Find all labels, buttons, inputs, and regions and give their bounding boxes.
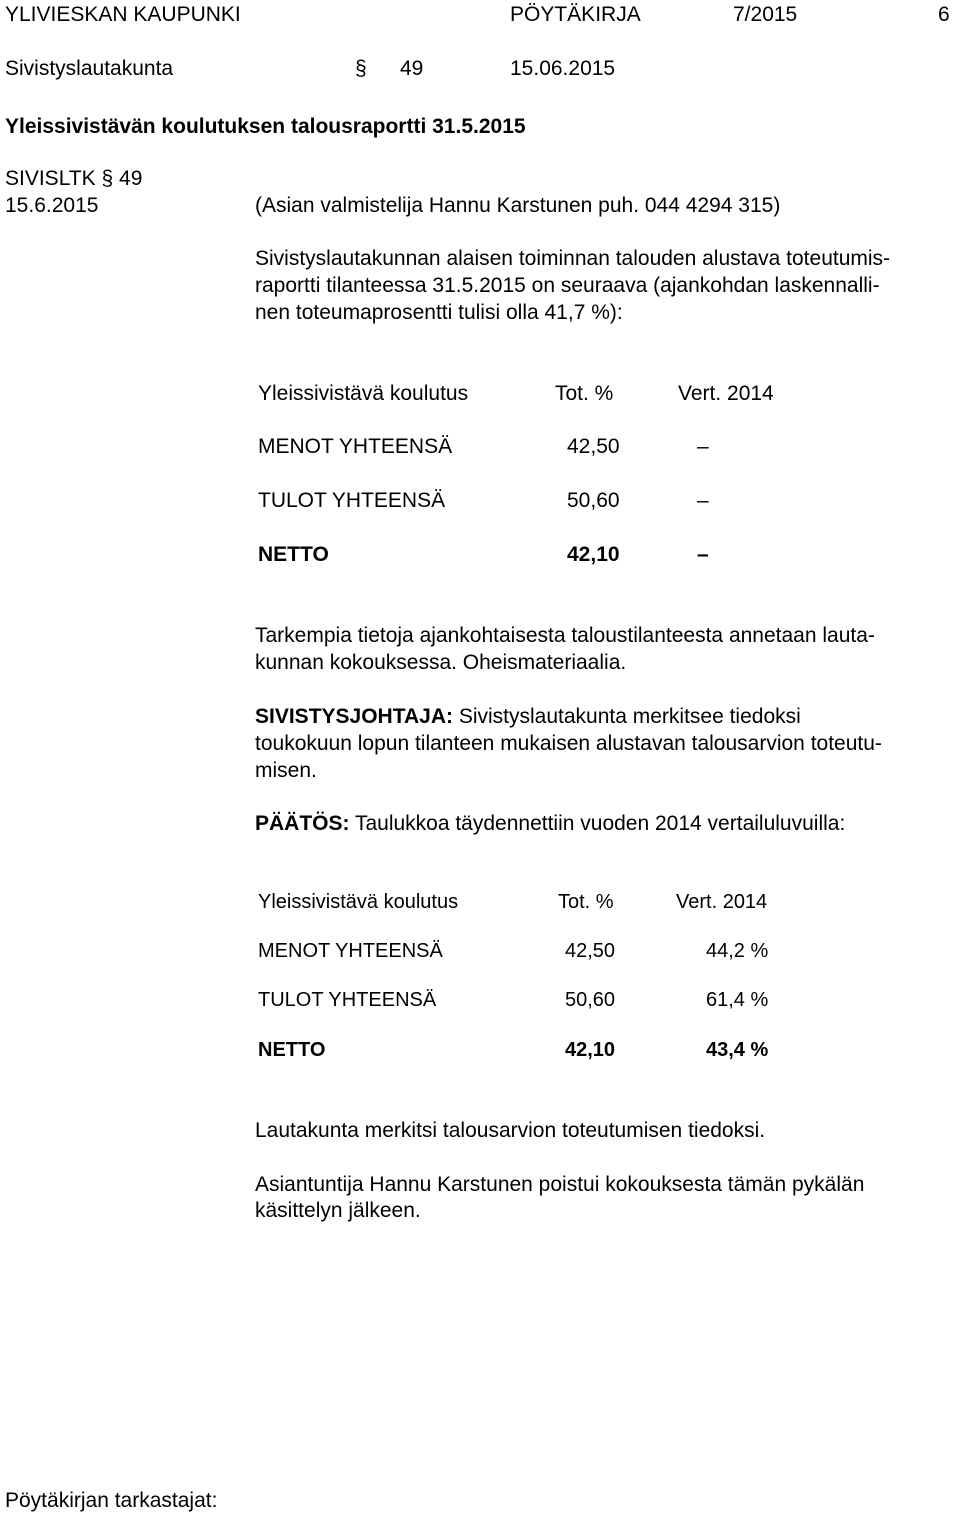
header-section-number: 49 [400, 57, 424, 80]
table2-row-tot: 50,60 [565, 989, 616, 1011]
proposal-line-3: misen. [255, 759, 317, 782]
table1-row-label: TULOT YHTEENSÄ [258, 489, 446, 512]
decision-label: PÄÄTÖS: [255, 812, 350, 835]
header-section-symbol: § [355, 57, 367, 80]
proposal-label: SIVISTYSJOHTAJA: [255, 705, 453, 728]
note-expert-left-line-1: Asiantuntija Hannu Karstunen poistui kokouksesta tämän pykälän [255, 1173, 865, 1196]
table2-row-label: TULOT YHTEENSÄ [258, 989, 437, 1011]
case-preparer: (Asian valmistelija Hannu Karstunen puh. 044 4294 315) [255, 194, 781, 217]
header-page-number: 6 [938, 3, 950, 26]
case-date: 15.6.2015 [5, 194, 99, 217]
table2-header-tot: Tot. % [558, 891, 614, 913]
table1-row-label: MENOT YHTEENSÄ [258, 435, 453, 458]
intro-line-1: Sivistyslautakunnan alaisen toiminnan talouden alustava toteutumis- [255, 247, 891, 270]
case-section-symbol: § [101, 167, 114, 190]
table2-row-label: MENOT YHTEENSÄ [258, 940, 443, 962]
case-code [5, 166, 142, 191]
footer-reviewers-label: Pöytäkirjan tarkastajat: [5, 1489, 218, 1512]
table2-row-vert: 43,4 % [706, 1039, 769, 1061]
table1-row-vert: – [697, 543, 709, 566]
table2-row-tot: 42,50 [565, 940, 616, 962]
table2-row-vert: 61,4 % [706, 989, 769, 1011]
table1-row-vert: – [697, 435, 709, 458]
case-number: 49 [119, 167, 143, 190]
table2-row-tot: 42,10 [565, 1039, 616, 1061]
header-doc-type: PÖYTÄKIRJA [510, 3, 641, 26]
info-line-1: Tarkempia tietoja ajankohtaisesta taloustilanteesta annetaan lauta- [255, 624, 875, 647]
header-org: YLIVIESKAN KAUPUNKI [5, 3, 241, 26]
table1-row-vert: – [697, 489, 709, 512]
note-expert-left-line-2: käsittelyn jälkeen. [255, 1199, 421, 1222]
decision-text: Taulukkoa täydennettiin vuoden 2014 vertailuluvuilla: [349, 812, 846, 835]
table2-header-category: Yleissivistävä koulutus [258, 891, 459, 913]
table1-header-vert: Vert. 2014 [678, 382, 774, 405]
table2-header-vert: Vert. 2014 [676, 891, 768, 913]
document-title: Yleissivistävän koulutuksen talousraportti 31.5.2015 [5, 115, 526, 138]
intro-line-2: raportti tilanteessa 31.5.2015 on seuraava (ajankohdan laskennalli- [255, 274, 880, 297]
table1-header-category: Yleissivistävä koulutus [258, 382, 469, 405]
note-decision-recorded: Lautakunta merkitsi talousarvion toteutumisen tiedoksi. [255, 1119, 766, 1142]
table1-header-tot: Tot. % [555, 382, 614, 405]
case-code-text: SIVISLTK [5, 167, 96, 190]
header-board: Sivistyslautakunta [5, 57, 174, 80]
table1-row-tot: 50,60 [567, 489, 620, 512]
header-date: 15.06.2015 [510, 57, 616, 80]
proposal-line-1 [255, 704, 801, 729]
table2-row-vert: 44,2 % [706, 940, 769, 962]
table2-row-label: NETTO [258, 1039, 326, 1061]
table1-row-tot: 42,50 [567, 435, 620, 458]
table1-row-tot: 42,10 [567, 543, 620, 566]
proposal-line-2: toukokuun lopun tilanteen mukaisen alustavan talousarvion toteutu- [255, 732, 882, 755]
decision-line [255, 811, 845, 836]
header-doc-number: 7/2015 [733, 3, 798, 26]
proposal-text: Sivistyslautakunta merkitsee tiedoksi [452, 705, 801, 728]
info-line-2: kunnan kokouksessa. Oheismateriaalia. [255, 651, 627, 674]
intro-line-3: nen toteumaprosentti tulisi olla 41,7 %): [255, 301, 623, 324]
table1-row-label: NETTO [258, 543, 329, 566]
